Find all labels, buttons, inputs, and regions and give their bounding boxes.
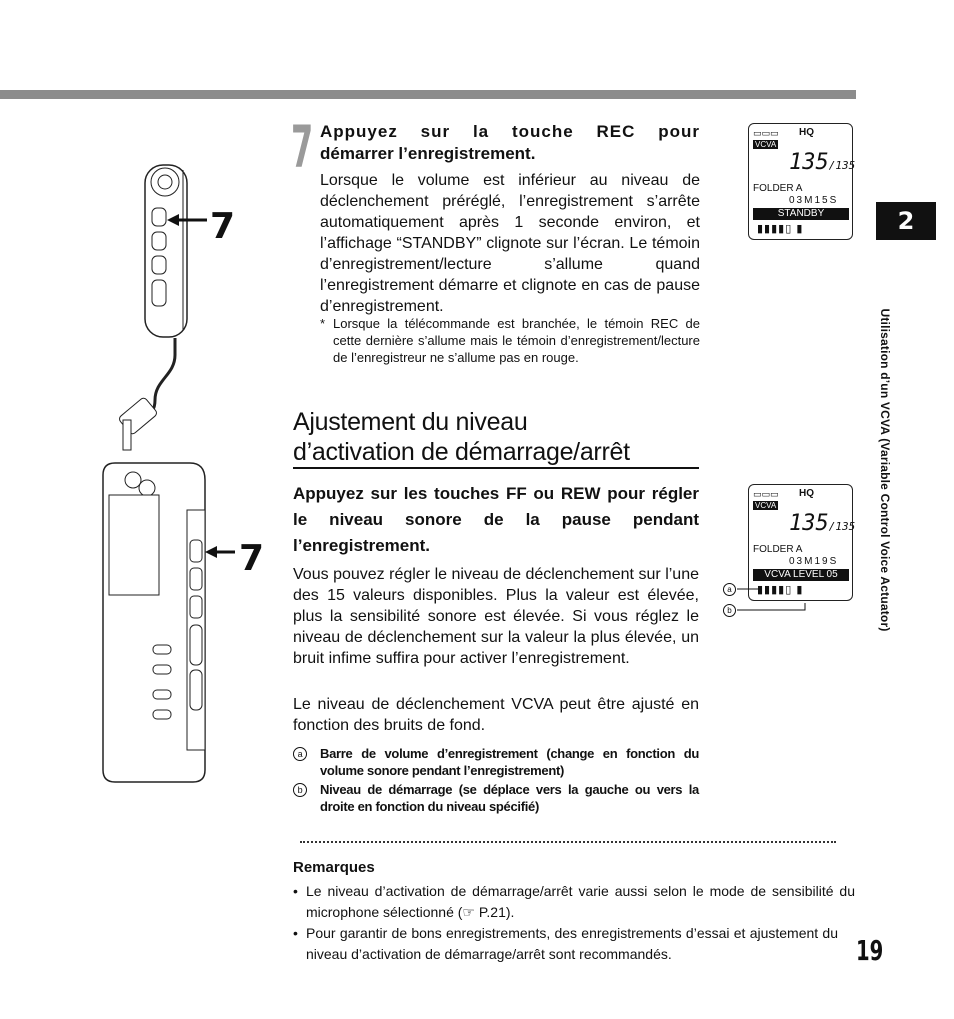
step-note — [320, 315, 700, 366]
note-asterisk: * — [320, 316, 326, 331]
lcd-display-vcva-level — [748, 484, 856, 601]
lcd-label-b: b — [723, 604, 736, 617]
lcd-status-bar: VCVA LEVEL 05 — [753, 569, 849, 581]
lcd-counter: 135/135 — [789, 511, 856, 536]
lcd-counter: 135/135 — [789, 150, 856, 175]
lcd-hq: HQ — [799, 127, 814, 138]
heading-rule — [293, 467, 699, 469]
lcd-time: 03M15S — [789, 195, 839, 206]
legend-text-b: Niveau de démarrage (se déplace vers la gauche ou vers la droite en fonction du niveau spécifié) — [320, 782, 699, 814]
legend-item-a — [293, 745, 699, 779]
bullet-icon: • — [293, 883, 298, 899]
step-title-line1: Appuyez sur la touche REC pour — [320, 122, 700, 141]
battery-icon: ▭▭▭ — [753, 128, 779, 138]
section-body-2: Le niveau de déclenchement VCVA peut être ajusté en fonction des bruits de fond. — [293, 696, 699, 734]
section-subtitle: Appuyez sur les touches FF ou REW pour régler le niveau sonore de la pause pendant l’enregistrement. — [293, 484, 699, 555]
lcd-hq: HQ — [799, 488, 814, 499]
step-body: Lorsque le volume est inférieur au niveau de déclenchement préréglé, l’enregistrement s’arrête automatiquement après 1 seconde environ, et l’affichage “STANDBY” clignote sur l’écran. Le témoin d’enregistrement/lecture s’allume quand l’enregistrement démarre et clignote en cas de pause d’enregistrement. — [320, 172, 700, 315]
step-number: 7 — [291, 113, 314, 181]
remark-item — [293, 923, 838, 965]
legend-mark-b: b — [293, 783, 307, 797]
battery-icon: ▭▭▭ — [753, 489, 779, 499]
lcd-label-leaders — [735, 585, 810, 625]
lcd-time: 03M19S — [789, 556, 839, 567]
remote-control-icon — [118, 165, 187, 450]
remote-step-label: 7 — [210, 206, 236, 247]
top-rule — [0, 90, 856, 99]
lcd-vcva: VCVA — [755, 140, 777, 149]
chapter-tab: 2 — [876, 202, 936, 240]
recorder-step-label: 7 — [239, 538, 265, 579]
remark-item — [293, 881, 855, 923]
lcd-display-standby — [748, 123, 856, 240]
bullet-icon: • — [293, 925, 298, 941]
dotted-separator — [300, 841, 836, 843]
lcd-folder: FOLDER A — [753, 183, 803, 194]
page-number: 19 — [856, 934, 884, 967]
section-body-1: Vous pouvez régler le niveau de déclenchement sur l’une des 15 valeurs disponibles. Plus la valeur est élevée, plus la sensibilité sonore est élevée. Si vous réglez le niveau de déclenchement sur la valeur la plus élevée, un bruit infime suffira pour activer l’enregistrement. — [293, 566, 699, 667]
step-title-line2: démarrer l’enregistrement. — [320, 144, 536, 163]
lcd-label-a: a — [723, 583, 736, 596]
level-meter-icon: ▮▮▮▮▯ ▮ — [757, 223, 804, 235]
section-heading-line1: Ajustement du niveau — [293, 408, 528, 436]
legend-text-a: Barre de volume d’enregistrement (change en fonction du volume sonore pendant l’enregistrement) — [320, 746, 699, 778]
remarks-title: Remarques — [293, 859, 375, 876]
legend-item-b — [293, 781, 699, 815]
step-title — [320, 121, 700, 165]
recorder-illustration — [95, 150, 285, 790]
recorder-body-icon — [103, 463, 205, 782]
lcd-status-bar: STANDBY — [753, 208, 849, 220]
legend-mark-a: a — [293, 747, 307, 761]
section-heading — [293, 407, 699, 467]
section-heading-line2: d’activation de démarrage/arrêt — [293, 438, 630, 466]
level-meter-icon: ▮▮▮▮▯ ▮ — [757, 584, 804, 596]
remark-text: Le niveau d’activation de démarrage/arrêt varie aussi selon le mode de sensibilité du microphone sélectionné (☞ P.21). — [306, 883, 855, 920]
lcd-folder: FOLDER A — [753, 544, 803, 555]
lcd-vcva: VCVA — [755, 501, 777, 510]
remark-text: Pour garantir de bons enregistrements, des enregistrements d’essai et ajustement du niveau d’activation de démarrage/arrêt sont recommandés. — [306, 925, 838, 962]
note-text: Lorsque la télécommande est branchée, le témoin REC de cette dernière s’allume mais le témoin d’enregistrement/lecture de l’enregistreur ne s’allume pas en rouge. — [333, 316, 700, 365]
